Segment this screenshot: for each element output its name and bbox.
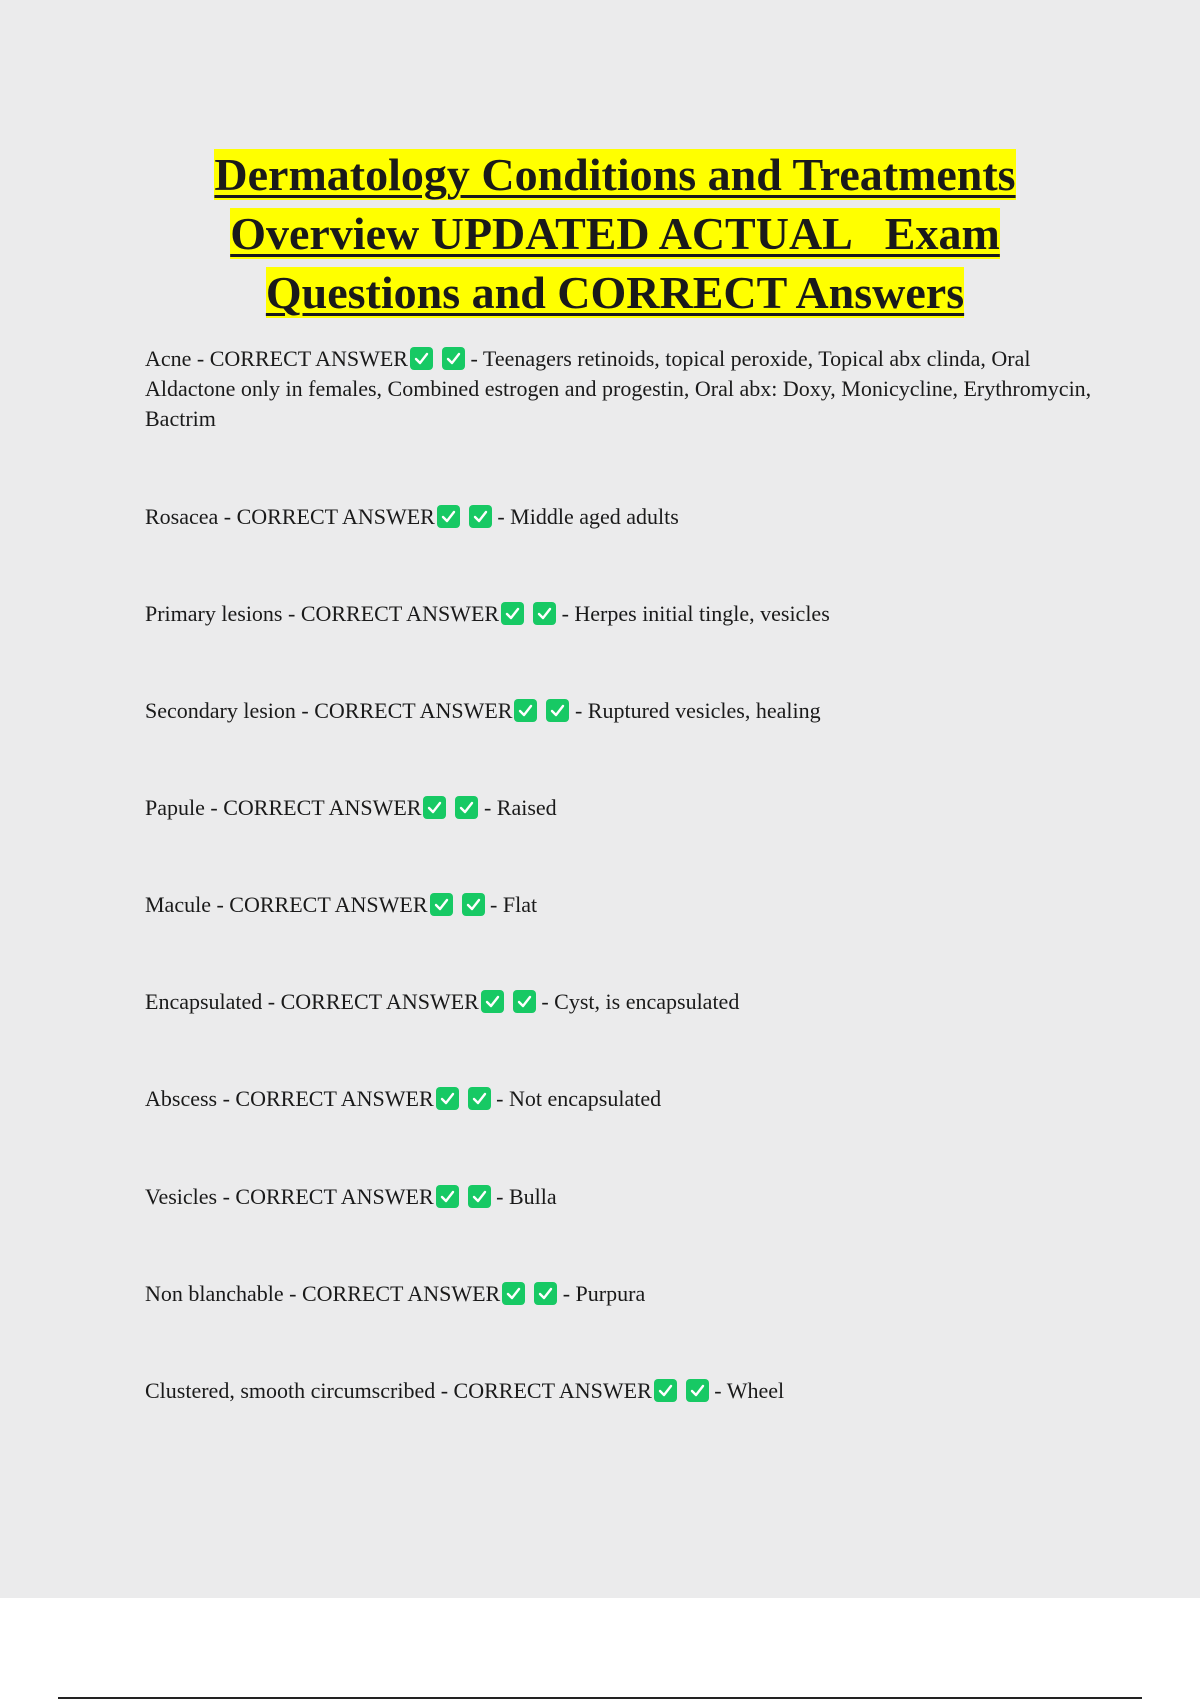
check-mark-button-icon — [436, 1185, 459, 1208]
check-mark-button-icon — [430, 893, 453, 916]
qa-marker: - CORRECT ANSWER — [440, 1378, 652, 1403]
qa-term: Macule — [145, 892, 211, 917]
qa-item-vesicles — [145, 1182, 1095, 1212]
qa-answer: - Middle aged adults — [497, 504, 679, 529]
check-mark-button-icon — [514, 699, 537, 722]
qa-item-encapsulated — [145, 987, 1095, 1017]
title-line-3: Questions and CORRECT Answers — [265, 267, 965, 318]
qa-term: Clustered, smooth circumscribed — [145, 1378, 436, 1403]
qa-marker: - CORRECT ANSWER — [196, 346, 408, 371]
qa-answer: - Teenagers retinoids, topical peroxide, Topical abx clinda, Oral Aldactone only in females, Combined estrogen and progestin, Oral abx: Doxy, Monicycline, Erythromycin, Bactrim — [145, 346, 1092, 431]
qa-term: Primary lesions — [145, 601, 283, 626]
qa-item-primary-lesions — [145, 599, 1095, 629]
check-mark-button-icon — [468, 1185, 491, 1208]
qa-term: Non blanchable — [145, 1281, 284, 1306]
qa-term: Papule — [145, 795, 205, 820]
qa-marker: - CORRECT ANSWER — [222, 1086, 434, 1111]
check-mark-button-icon — [423, 796, 446, 819]
qa-answer: - Ruptured vesicles, healing — [574, 698, 821, 723]
qa-item-secondary-lesion — [145, 696, 1095, 726]
check-mark-button-icon — [546, 699, 569, 722]
check-mark-button-icon — [654, 1379, 677, 1402]
qa-term: Abscess — [145, 1086, 218, 1111]
qa-term: Encapsulated — [145, 989, 263, 1014]
qa-marker: - CORRECT ANSWER — [288, 601, 500, 626]
qa-marker: - CORRECT ANSWER — [267, 989, 479, 1014]
check-mark-button-icon — [442, 347, 465, 370]
qa-marker: - CORRECT ANSWER — [222, 1184, 434, 1209]
qa-answer: - Purpura — [562, 1281, 646, 1306]
check-mark-button-icon — [686, 1379, 709, 1402]
check-mark-button-icon — [436, 1087, 459, 1110]
qa-answer: - Raised — [483, 795, 557, 820]
check-mark-button-icon — [462, 893, 485, 916]
check-mark-button-icon — [481, 990, 504, 1013]
qa-answer: - Herpes initial tingle, vesicles — [561, 601, 830, 626]
divider — [58, 1697, 1142, 1699]
qa-answer: - Flat — [490, 892, 538, 917]
qa-marker: - CORRECT ANSWER — [289, 1281, 501, 1306]
qa-marker: - CORRECT ANSWER — [301, 698, 513, 723]
check-mark-button-icon — [437, 505, 460, 528]
check-mark-button-icon — [469, 505, 492, 528]
check-mark-button-icon — [513, 990, 536, 1013]
qa-term: Vesicles — [145, 1184, 218, 1209]
next-page-strip — [0, 1598, 1200, 1700]
qa-item-acne — [145, 344, 1095, 434]
qa-term: Rosacea — [145, 504, 219, 529]
qa-answer: - Cyst, is encapsulated — [541, 989, 740, 1014]
check-mark-button-icon — [502, 1282, 525, 1305]
document-title — [140, 145, 1090, 322]
qa-answer: - Wheel — [714, 1378, 785, 1403]
qa-item-rosacea — [145, 502, 1095, 532]
check-mark-button-icon — [501, 602, 524, 625]
qa-term: Acne — [145, 346, 192, 371]
qa-item-abscess — [145, 1084, 1095, 1114]
qa-marker: - CORRECT ANSWER — [216, 892, 428, 917]
qa-item-macule — [145, 890, 1095, 920]
title-line-1: Dermatology Conditions and Treatments — [214, 149, 1016, 200]
check-mark-button-icon — [455, 796, 478, 819]
check-mark-button-icon — [410, 347, 433, 370]
qa-answer: - Not encapsulated — [496, 1086, 662, 1111]
qa-term: Secondary lesion — [145, 698, 296, 723]
qa-item-clustered — [145, 1376, 1095, 1406]
qa-marker: - CORRECT ANSWER — [210, 795, 422, 820]
qa-answer: - Bulla — [496, 1184, 557, 1209]
check-mark-button-icon — [533, 602, 556, 625]
check-mark-button-icon — [468, 1087, 491, 1110]
check-mark-button-icon — [534, 1282, 557, 1305]
qa-item-papule — [145, 793, 1095, 823]
qa-marker: - CORRECT ANSWER — [223, 504, 435, 529]
title-line-2: Overview UPDATED ACTUAL Exam — [230, 208, 1000, 259]
qa-item-non-blanchable — [145, 1279, 1095, 1309]
